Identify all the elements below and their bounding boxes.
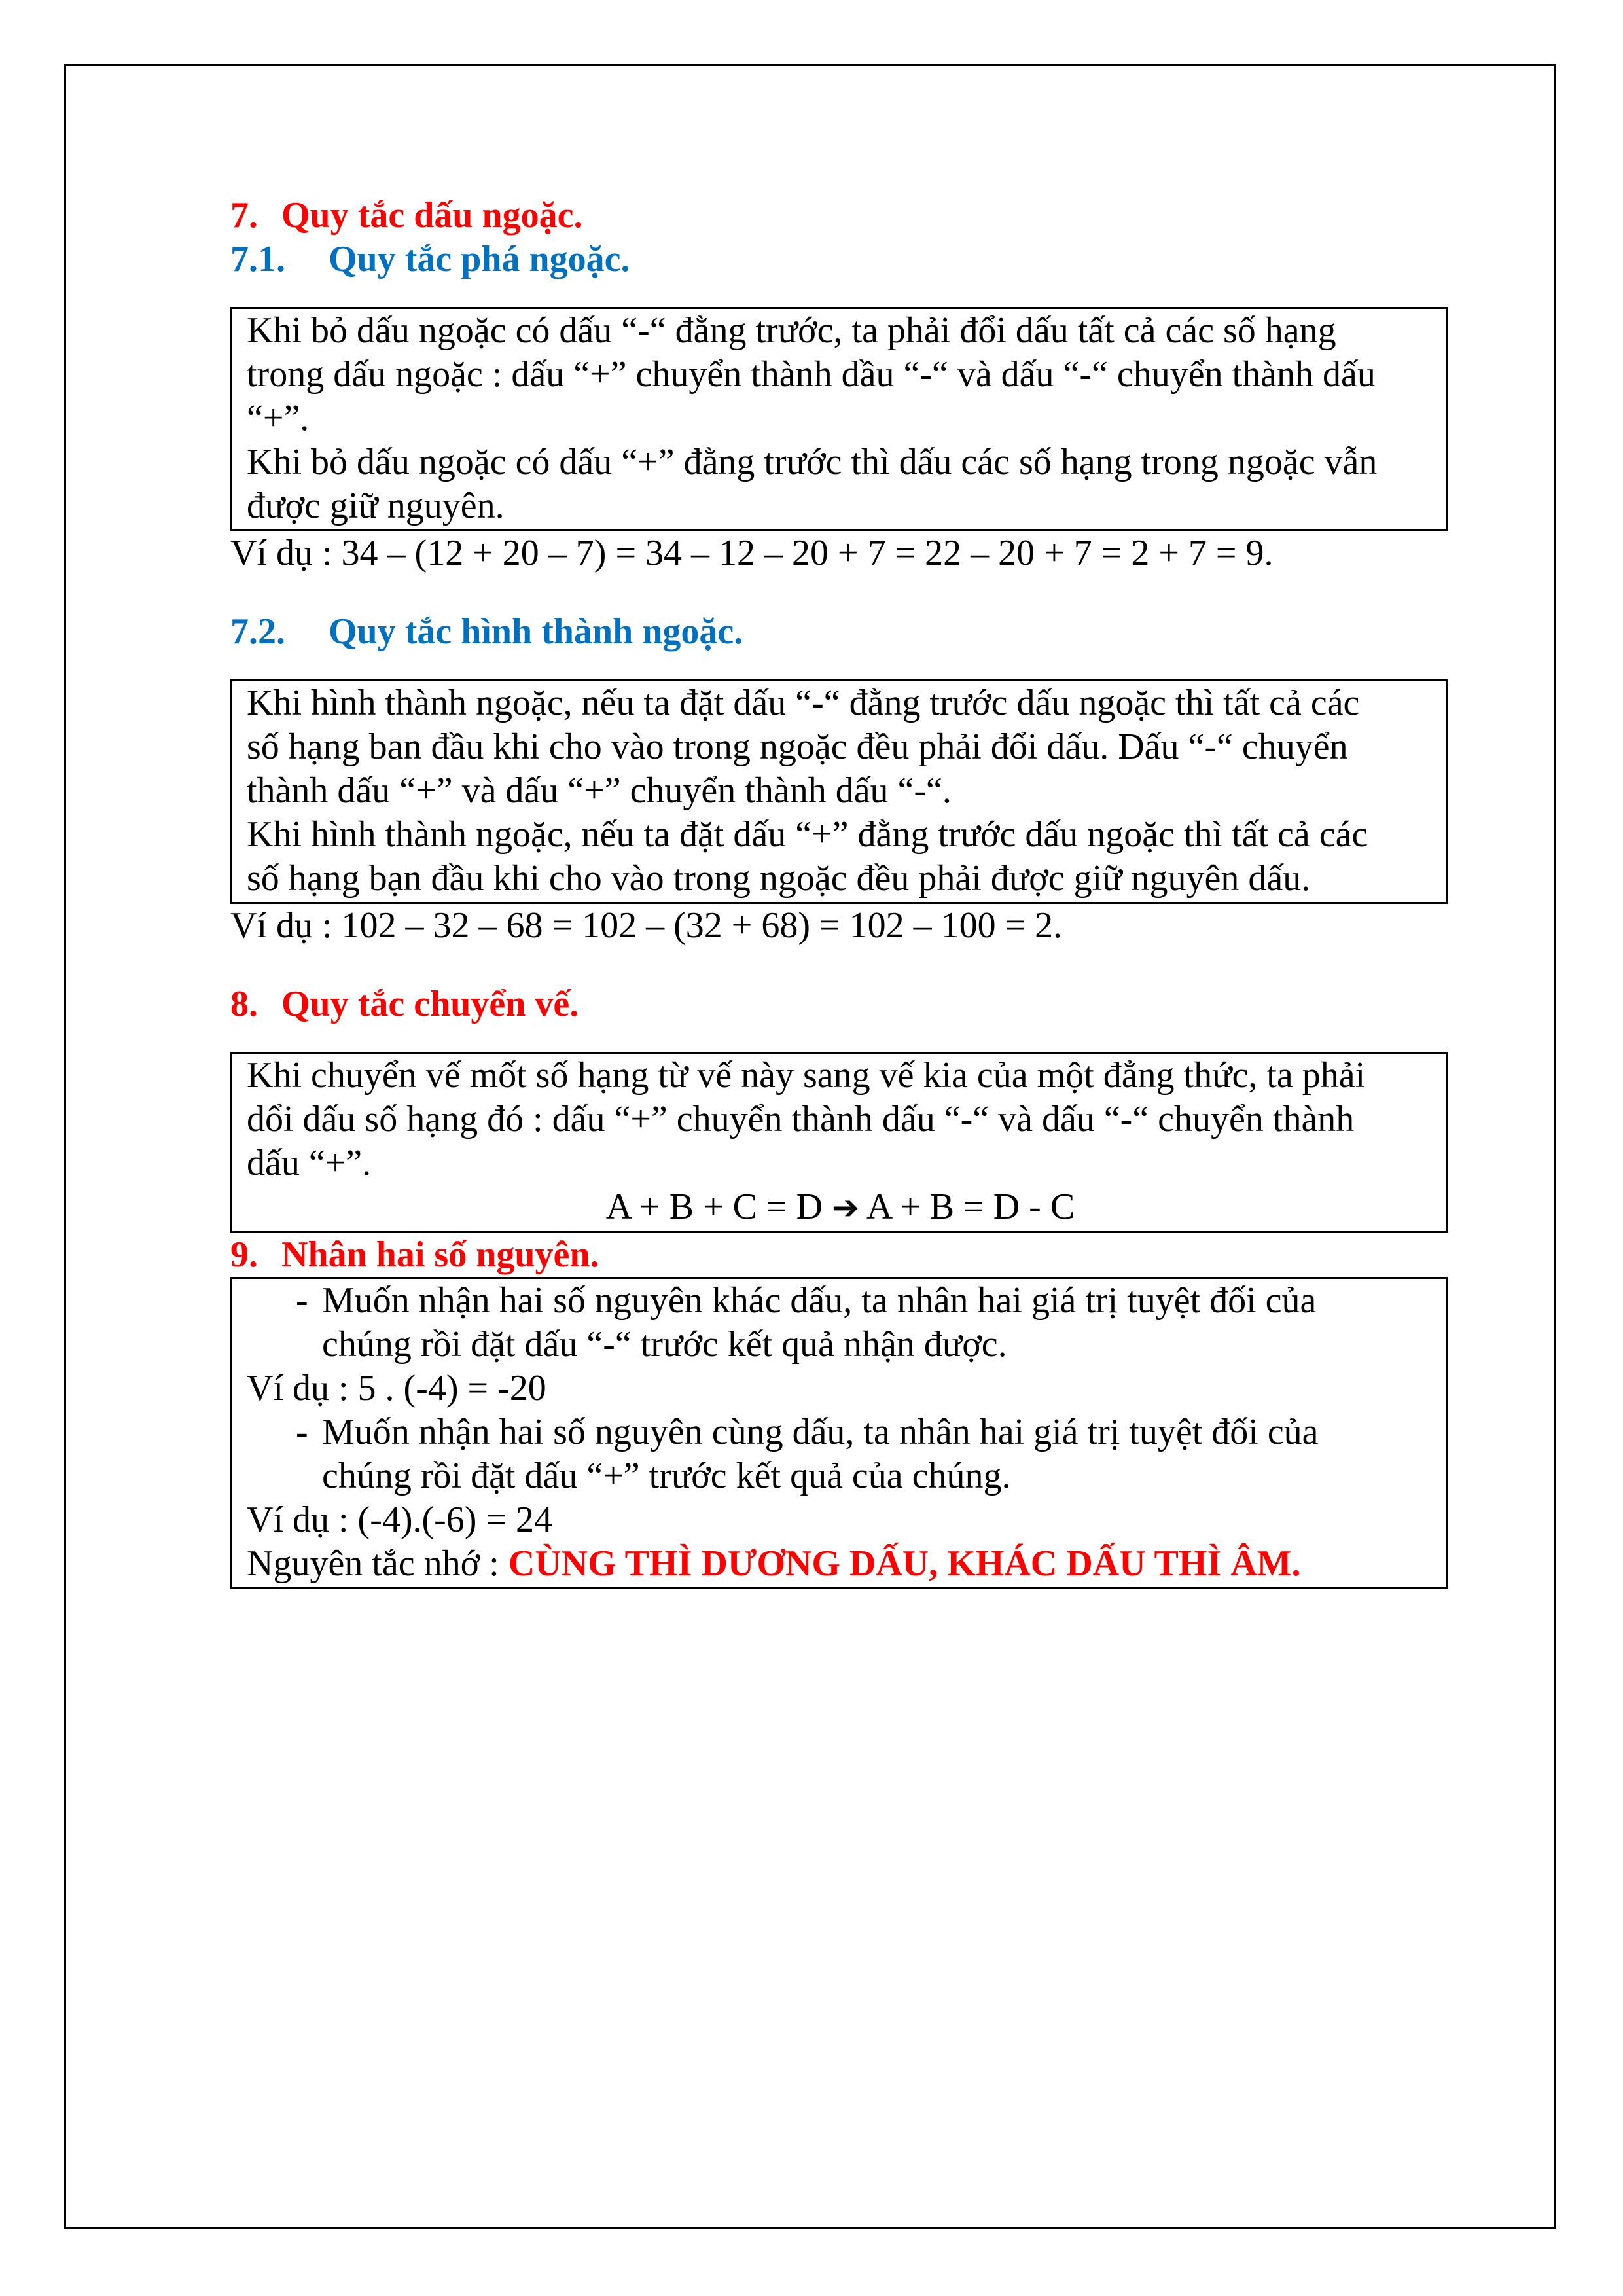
rule-7-2-line: số hạng bạn đầu khi cho vào trong ngoặc đều phải được giữ nguyên dấu. — [247, 858, 1311, 899]
example-7-1: Ví dụ : 34 – (12 + 20 – 7) = 34 – 12 – 20 + 7 = 22 – 20 + 7 = 2 + 7 = 9. — [230, 533, 1274, 573]
rule-8-line: Khi chuyển vế mốt số hạng từ vế này sang vế kia của một đẳng thức, ta phải — [247, 1055, 1366, 1096]
formula-right: A + B = D - C — [866, 1187, 1075, 1227]
example-7-2: Ví dụ : 102 – 32 – 68 = 102 – (32 + 68) = 102 – 100 = 2. — [230, 905, 1063, 946]
right-arrow-icon: ➔ — [832, 1189, 859, 1227]
rule-7-1-line: “+”. — [247, 398, 310, 439]
example-9-1: Ví dụ : 5 . (-4) = -20 — [247, 1368, 546, 1408]
example-9-2: Ví dụ : (-4).(-6) = 24 — [247, 1499, 553, 1540]
section-7-heading — [230, 194, 1448, 238]
rule-9-2-line: chúng rồi đặt dấu “+” trước kết quả của chúng. — [322, 1456, 1011, 1496]
bullet-dash: - — [296, 1280, 308, 1321]
section-8-number: 8. — [230, 984, 258, 1024]
bullet-text — [322, 1410, 1434, 1498]
rule-9-bullet-2 — [247, 1410, 1434, 1498]
section-7-1-title: Quy tắc phá ngoặc. — [329, 239, 630, 279]
rule-7-2-line: Khi hình thành ngoặc, nếu ta đặt dấu “-“ đằng trước dấu ngoặc thì tất cả các — [247, 683, 1360, 723]
rule-9-bullet-1 — [247, 1279, 1434, 1367]
section-7-number: 7. — [230, 195, 258, 236]
principle-label: Nguyên tắc nhớ : — [247, 1543, 508, 1584]
section-7-title: Quy tắc dấu ngoặc. — [281, 195, 583, 236]
rule-9-2-line: Muốn nhận hai số nguyên cùng dấu, ta nhân hai giá trị tuyệt đối của — [322, 1412, 1319, 1452]
bullet-dash: - — [296, 1412, 308, 1452]
rule-box-7-2 — [230, 679, 1448, 904]
rule-7-1-line: Khi bỏ dấu ngoặc có dấu “-“ đằng trước, ta phải đổi dấu tất cả các số hạng — [247, 310, 1336, 351]
rule-8-line: dổi dấu số hạng đó : dấu “+” chuyển thành dấu “-“ và dấu “-“ chuyển thành — [247, 1099, 1355, 1139]
bullet-text — [322, 1279, 1434, 1367]
section-8-heading — [230, 982, 1448, 1026]
rule-9-1-line: chúng rồi đặt dấu “-“ trước kết quả nhận được. — [322, 1324, 1007, 1365]
rule-8-line: dấu “+”. — [247, 1143, 372, 1183]
section-7-2-number: 7.2. — [230, 611, 285, 652]
section-9-title: Nhân hai số nguyên. — [281, 1234, 599, 1275]
rule-7-2-line: thành dấu “+” và dấu “+” chuyển thành dấu “-“. — [247, 770, 952, 811]
section-7-1-heading — [230, 238, 1448, 281]
formula-left: A + B + C = D — [605, 1187, 823, 1227]
rule-7-2-line: Khi hình thành ngoặc, nếu ta đặt dấu “+” đằng trước dấu ngoặc thì tất cả các — [247, 814, 1368, 855]
memory-principle — [247, 1542, 1434, 1586]
rule-7-1-line: Khi bỏ dấu ngoặc có dấu “+” đằng trước thì dấu các số hạng trong ngoặc vẫn — [247, 442, 1378, 482]
section-7-2-heading — [230, 610, 1448, 654]
rule-9-1-line: Muốn nhận hai số nguyên khác dấu, ta nhân hai giá trị tuyệt đối của — [322, 1280, 1317, 1321]
section-8-title: Quy tắc chuyển vế. — [281, 984, 579, 1024]
rule-7-2-line: số hạng ban đầu khi cho vào trong ngoặc đều phải đổi dấu. Dấu “-“ chuyển — [247, 726, 1348, 767]
transposition-formula — [247, 1185, 1434, 1230]
rule-7-1-line: trong dấu ngoặc : dấu “+” chuyển thành dầu “-“ và dấu “-“ chuyển thành dấu — [247, 354, 1376, 395]
section-7-2-title: Quy tắc hình thành ngoặc. — [329, 611, 743, 652]
document-content — [230, 194, 1448, 1589]
rule-box-7-1 — [230, 307, 1448, 531]
section-9-number: 9. — [230, 1234, 258, 1275]
section-9-heading — [230, 1233, 1448, 1277]
rule-7-1-line: được giữ nguyên. — [247, 486, 505, 526]
rule-box-8 — [230, 1052, 1448, 1233]
principle-text: CÙNG THÌ DƯƠNG DẤU, KHÁC DẤU THÌ ÂM. — [508, 1543, 1301, 1584]
rule-box-9 — [230, 1277, 1448, 1589]
section-7-1-number: 7.1. — [230, 239, 285, 279]
